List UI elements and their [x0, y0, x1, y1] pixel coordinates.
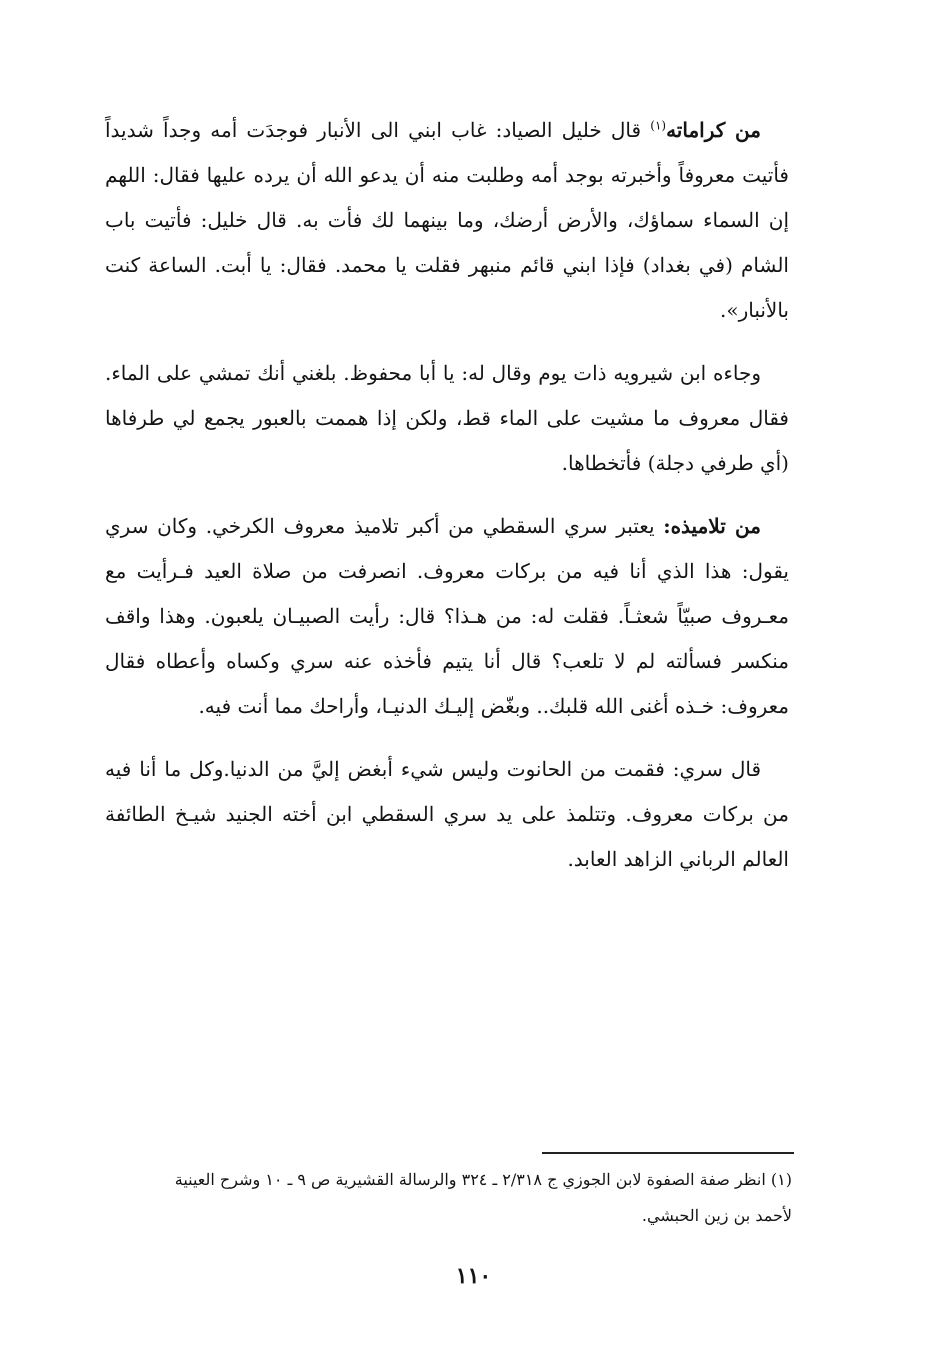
- section-lead-miracles: من كراماته: [666, 118, 761, 142]
- paragraph-text: يعتبر سري السقطي من أكبر تلاميذ معروف الكرخي. وكان سري يقول: هذا الذي أنا فيه من بركات معروف. انصرفت من صلاة العيد فـرأيت مع معـروف صبيّاً شعثـاً. فقلت له: من هـذا؟ قال: رأيت الصبيـان يلعبون. وهذا واقف منكسر فسألته لم لا تلعب؟ قال أنا يتيم فأخذه عنه سري وكساه وأعطاه فقال معروف: خـذه أغنى الله قلبك.. وبغّض إليـك الدنيـا، وأراحك مما أنت فيه.: [105, 514, 789, 718]
- footnote-reference: (١): [650, 118, 667, 133]
- paragraph-miracles: [105, 108, 789, 333]
- main-text-block: [105, 108, 789, 900]
- page-number: ١١٠: [455, 1263, 492, 1289]
- paragraph-walking-on-water: [105, 351, 789, 486]
- footnote-line: لأحمد بن زين الحبشي.: [641, 1206, 792, 1225]
- paragraph-text: وجاءه ابن شيرويه ذات يوم وقال له: يا أبا محفوظ. بلغني أنك تمشي على الماء. فقال معروف ما مشيت على الماء قط، ولكن إذا هممت بالعبور يجمع لي طرفاها (أي طرفي دجلة) فأتخطاها.: [105, 361, 789, 475]
- paragraph-text: قال سري: فقمت من الحانوت وليس شيء أبغض إليَّ من الدنيا.وكل ما أنا فيه من بركات معروف. وتتلمذ على يد سري السقطي ابن أخته الجنيد شيـخ الطائفة العالم الرباني الزاهد العابد.: [105, 757, 789, 871]
- paragraph-students: [105, 504, 789, 729]
- section-lead-students: من تلاميذه:: [663, 514, 761, 538]
- footnote-divider: [542, 1152, 794, 1154]
- paragraph-sari-saying: [105, 747, 789, 882]
- footnote-line: (١) انظر صفة الصفوة لابن الجوزي ج ٢/٣١٨ ـ ٣٢٤ والرسالة القشيرية ص ٩ ـ ١٠ وشرح العينية: [174, 1170, 792, 1189]
- footnote: [112, 1162, 792, 1234]
- paragraph-text: قال خليل الصياد: غاب ابني الى الأنبار فوجدَت أمه وجداً شديداً فأتيت معروفاً وأخبرته بوجد أمه وطلبت منه أن يدعو الله أن يرده عليها فقال: اللهم إن السماء سماؤك، والأرض أرضك، وما بينهما لك فأت به. قال خليل: فأتيت باب الشام (في بغداد) فإذا ابني قائم منبهر فقلت يا محمد. فقال: يا أبت. الساعة كنت بالأنبار».: [105, 118, 789, 322]
